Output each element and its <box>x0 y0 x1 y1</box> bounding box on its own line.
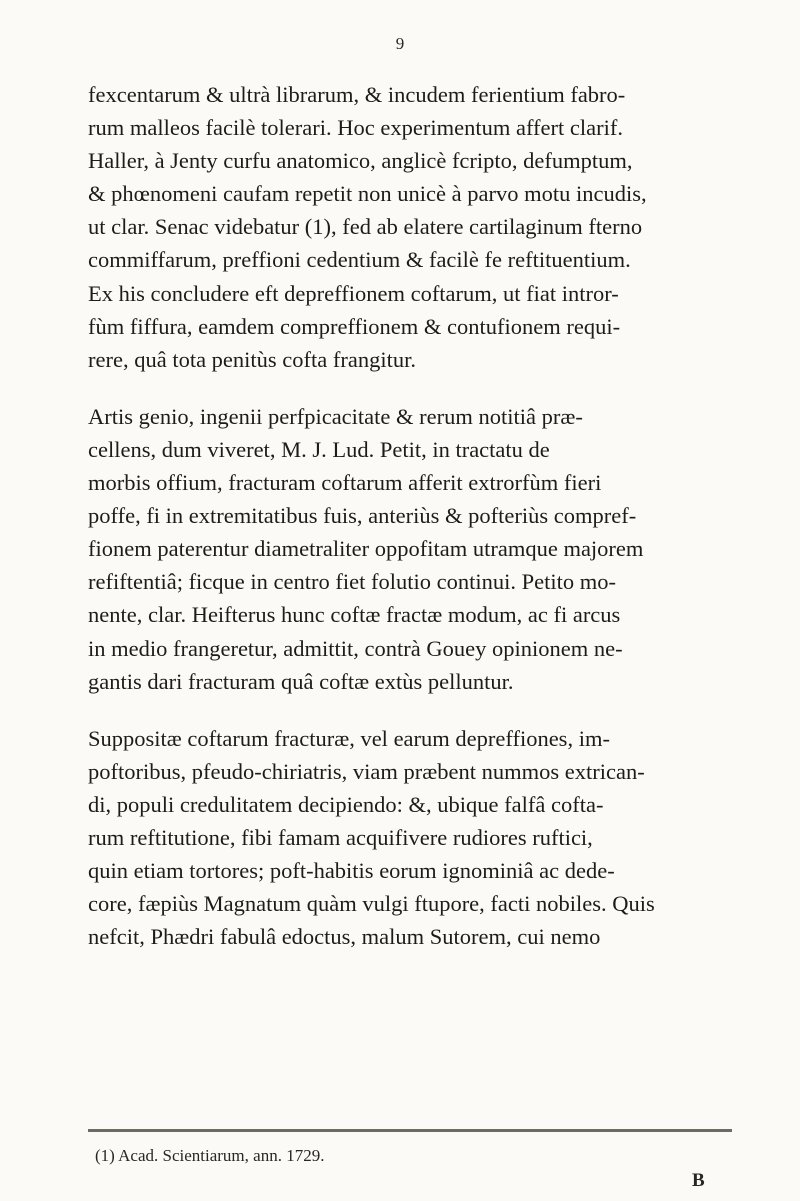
text-line: in medio frangeretur, admittit, contrà Gouey opinionem ne- <box>88 635 623 661</box>
text-line: Haller, à Jenty curfu anatomico, anglicè fcripto, defumptum, <box>88 148 633 174</box>
text-line: gantis dari fracturam quâ coftæ extùs pelluntur. <box>88 668 514 694</box>
signature-mark: B <box>692 1170 705 1191</box>
footnote-divider <box>88 1129 732 1132</box>
paragraph-1 <box>88 78 732 376</box>
text-line: ut clar. Senac videbatur (1), fed ab elatere cartilaginum fterno <box>88 214 643 240</box>
paragraph-2 <box>88 400 732 698</box>
text-line: Ex his concludere eft depreffionem coftarum, ut fiat intror- <box>88 280 619 306</box>
body-text <box>88 78 732 953</box>
text-line: nente, clar. Heifterus hunc coftæ fractæ modum, ac fi arcus <box>88 602 621 628</box>
footnote: (1) Acad. Scientiarum, ann. 1729. <box>95 1146 325 1165</box>
text-line: fexcentarum & ultrà librarum, & incudem ferientium fabro- <box>88 82 626 107</box>
text-line: rum reftitutione, fibi famam acquifivere rudiores ruftici, <box>88 824 593 850</box>
text-line: core, fæpiùs Magnatum quàm vulgi ftupore, facti nobiles. Quis <box>88 891 655 917</box>
text-line: quin etiam tortores; poft-habitis eorum ignominiâ ac dede- <box>88 858 615 884</box>
text-line: poffe, fi in extremitatibus fuis, anteriùs & pofteriùs compref- <box>88 503 637 529</box>
text-line: commiffarum, preffioni cedentium & facilè fe reftituentium. <box>88 247 631 273</box>
text-line: fionem paterentur diametraliter oppofitam utramque majorem <box>88 536 644 562</box>
text-line: rere, quâ tota penitùs cofta frangitur. <box>88 346 416 372</box>
text-line: rum malleos facilè tolerari. Hoc experimentum affert clarif. <box>88 115 623 141</box>
text-line: Artis genio, ingenii perfpicacitate & rerum notitiâ præ- <box>88 403 583 429</box>
text-line: & phœnomeni caufam repetit non unicè à parvo motu incudis, <box>88 181 647 207</box>
text-line: cellens, dum viveret, M. J. Lud. Petit, in tractatu de <box>88 436 550 462</box>
text-line: refiftentiâ; ficque in centro fiet folutio continui. Petito mo- <box>88 569 616 595</box>
text-line: Suppositæ coftarum fracturæ, vel earum depreffiones, im- <box>88 725 610 751</box>
text-line: nefcit, Phædri fabulâ edoctus, malum Sutorem, cui nemo <box>88 924 601 950</box>
text-line: poftoribus, pfeudo-chiriatris, viam præbent nummos extrican- <box>88 758 645 784</box>
paragraph-3 <box>88 722 732 954</box>
page-number: 9 <box>395 34 405 53</box>
text-line: fùm fiffura, eamdem compreffionem & contufionem requi- <box>88 313 621 339</box>
text-line: morbis offium, fracturam coftarum afferit extrorfùm fieri <box>88 470 602 496</box>
text-line: di, populi credulitatem decipiendo: &, ubique falfâ cofta- <box>88 791 604 817</box>
